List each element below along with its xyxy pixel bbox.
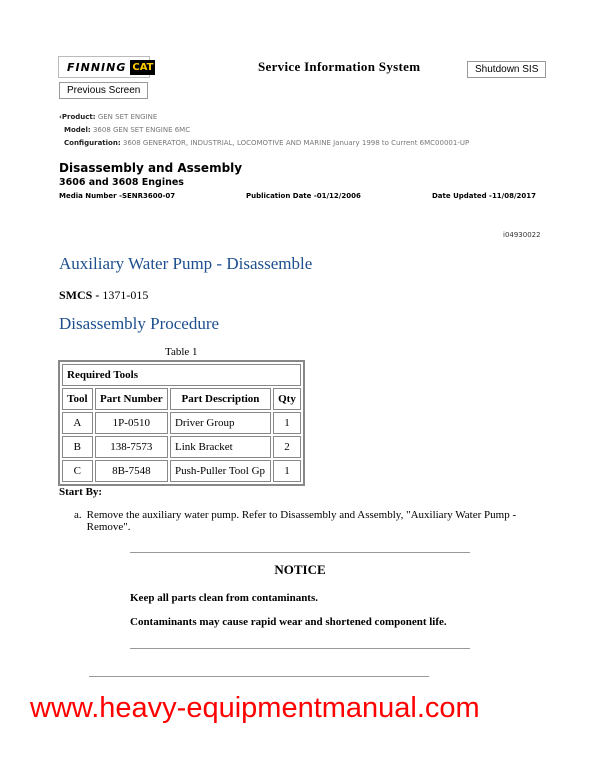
column-header: Qty [273,388,301,410]
column-header: Tool [62,388,93,410]
start-by-label: Start By: [59,486,103,498]
publication-date: Publication Date -01/12/2006 [246,192,361,200]
divider [89,676,429,677]
divider [130,552,470,553]
smcs: SMCS - 1371-015 [59,288,149,302]
step: a. Remove the auxiliary water pump. Refer to Disassembly and Assembly, "Auxiliary Water Pump - Remove". [74,509,517,533]
table-caption: Table 1 [165,346,198,358]
column-header: Part Number [95,388,168,410]
previous-screen-button[interactable]: Previous Screen [59,82,148,99]
divider [130,648,470,649]
column-header: Part Description [170,388,271,410]
shutdown-sis-button[interactable]: Shutdown SIS [467,61,546,78]
notice-text: Contaminants may cause rapid wear and shortened component life. [130,616,447,628]
doc-title: Disassembly and Assembly [59,161,243,175]
procedure-heading: Disassembly Procedure [59,314,220,333]
table-title: Required Tools [62,364,301,386]
required-tools-table [58,360,305,486]
page-heading: Auxiliary Water Pump - Disassemble [59,254,313,273]
product-line: ‹Product: GEN SET ENGINE [59,113,158,121]
notice-heading: NOTICE [274,562,326,577]
model-line: Model: 3608 GEN SET ENGINE 6MC [64,126,191,134]
watermark: www.heavy-equipmentmanual.com [30,692,480,724]
app-title: Service Information System [258,59,421,74]
configuration-line: Configuration: 3608 GENERATOR, INDUSTRIAL, LOCOMOTIVE AND MARINE January 1998 to Current 6MC00001-UP [64,139,470,147]
doc-id: i04930022 [503,231,541,239]
table-row: C 8B-7548 Push-Puller Tool Gp 1 [62,460,301,482]
doc-subtitle: 3606 and 3608 Engines [59,177,184,188]
table-row: A 1P-0510 Driver Group 1 [62,412,301,434]
media-number: Media Number -SENR3600-07 [59,192,176,200]
date-updated: Date Updated -11/08/2017 [432,192,537,200]
table-row: B 138-7573 Link Bracket 2 [62,436,301,458]
finning-cat-logo: FINNING CAT [58,56,150,78]
notice-text: Keep all parts clean from contaminants. [130,592,319,604]
